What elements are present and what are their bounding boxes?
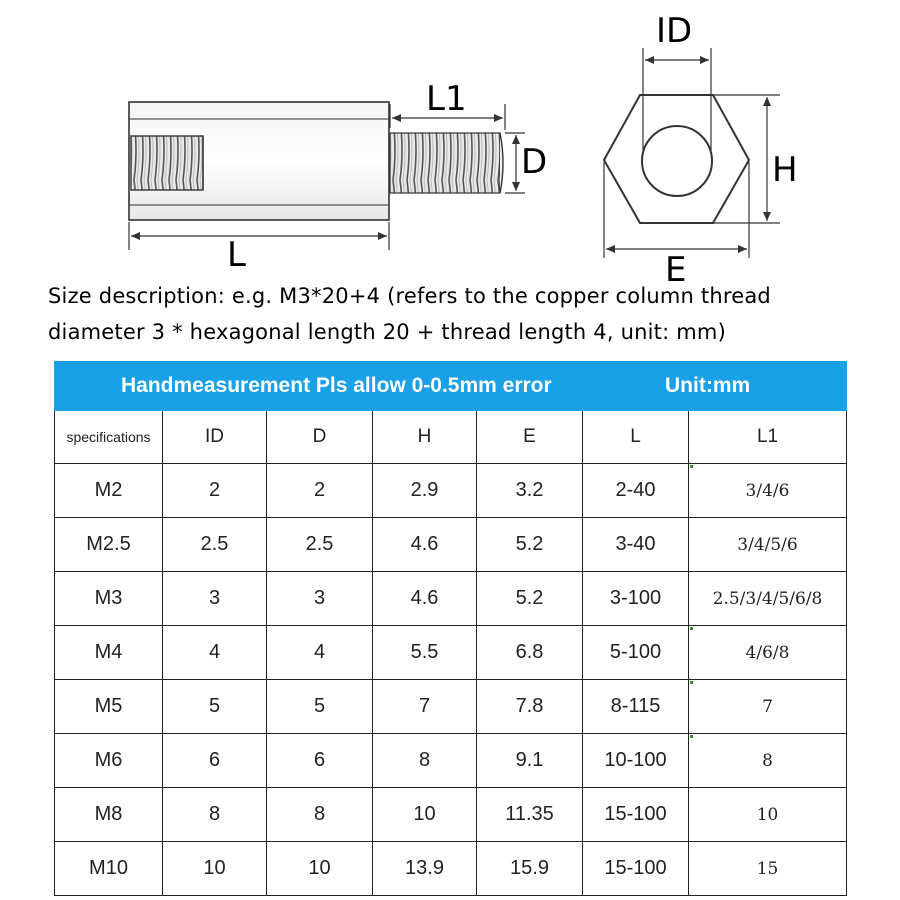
header-l1: L1	[689, 411, 847, 464]
cell-marker	[690, 465, 693, 468]
cell-l: 15-100	[583, 788, 689, 842]
cell-id: 5	[163, 680, 267, 734]
cell-marker	[690, 735, 693, 738]
table-row	[55, 626, 847, 680]
header-id: ID	[163, 411, 267, 464]
cell-id: 8	[163, 788, 267, 842]
cell-h: 8	[373, 734, 477, 788]
cell-l: 10-100	[583, 734, 689, 788]
cell-l: 8-115	[583, 680, 689, 734]
table-banner	[55, 362, 847, 411]
cell-e: 7.8	[477, 680, 583, 734]
cell-h: 5.5	[373, 626, 477, 680]
cell-e: 9.1	[477, 734, 583, 788]
cell-e: 5.2	[477, 572, 583, 626]
cell-l: 15-100	[583, 842, 689, 896]
cell-id: 4	[163, 626, 267, 680]
cell-e: 3.2	[477, 464, 583, 518]
header-h: H	[373, 411, 477, 464]
dimension-label-l1: L1	[426, 79, 467, 119]
dimension-label-d: D	[521, 142, 548, 182]
table-header-row	[55, 411, 847, 464]
dimension-label-l: L	[227, 235, 246, 275]
cell-id: 10	[163, 842, 267, 896]
cell-marker	[690, 681, 693, 684]
cell-d: 5	[267, 680, 373, 734]
cell-l1-value: 3/4/6	[745, 480, 790, 501]
cell-spec: M6	[55, 734, 163, 788]
cell-spec: M2.5	[55, 518, 163, 572]
size-description-line2: diameter 3 * hexagonal length 20 + thread length 4, unit: mm)	[48, 320, 726, 344]
cell-d: 4	[267, 626, 373, 680]
hex-end-view	[0, 0, 900, 290]
dimension-label-h: H	[772, 150, 798, 190]
cell-h: 4.6	[373, 572, 477, 626]
cell-l: 3-100	[583, 572, 689, 626]
technical-drawings	[0, 0, 900, 290]
cell-d: 2	[267, 464, 373, 518]
cell-l: 5-100	[583, 626, 689, 680]
cell-d: 10	[267, 842, 373, 896]
cell-l1-value: 3/4/5/6	[737, 534, 798, 555]
cell-id: 6	[163, 734, 267, 788]
cell-e: 6.8	[477, 626, 583, 680]
cell-e: 11.35	[477, 788, 583, 842]
cell-l: 2-40	[583, 464, 689, 518]
cell-d: 8	[267, 788, 373, 842]
cell-l1-value: 15	[756, 858, 779, 879]
specification-table	[54, 361, 847, 896]
cell-l1	[689, 626, 847, 680]
table-row	[55, 788, 847, 842]
cell-h: 10	[373, 788, 477, 842]
cell-l1	[689, 734, 847, 788]
table-row	[55, 680, 847, 734]
cell-l1-value: 2.5/3/4/5/6/8	[712, 588, 823, 609]
cell-l1	[689, 788, 847, 842]
size-description-line1: Size description: e.g. M3*20+4 (refers to the copper column thread	[48, 284, 771, 308]
table-row	[55, 518, 847, 572]
cell-l1	[689, 464, 847, 518]
header-d: D	[267, 411, 373, 464]
header-e: E	[477, 411, 583, 464]
cell-id: 3	[163, 572, 267, 626]
cell-spec: M8	[55, 788, 163, 842]
cell-l1-value: 8	[762, 750, 773, 771]
cell-l: 3-40	[583, 518, 689, 572]
cell-spec: M5	[55, 680, 163, 734]
cell-spec: M2	[55, 464, 163, 518]
dimension-label-e: E	[665, 250, 687, 290]
cell-e: 15.9	[477, 842, 583, 896]
cell-l1-value: 4/6/8	[745, 642, 790, 663]
cell-d: 2.5	[267, 518, 373, 572]
banner-unit: Unit:mm	[665, 374, 751, 397]
cell-l1	[689, 680, 847, 734]
header-l: L	[583, 411, 689, 464]
cell-spec: M4	[55, 626, 163, 680]
cell-l1-value: 10	[756, 804, 779, 825]
dimension-label-id: ID	[656, 11, 693, 51]
cell-id: 2	[163, 464, 267, 518]
cell-spec: M10	[55, 842, 163, 896]
table-row	[55, 464, 847, 518]
cell-e: 5.2	[477, 518, 583, 572]
cell-spec: M3	[55, 572, 163, 626]
cell-l1	[689, 572, 847, 626]
cell-l1-value: 7	[762, 696, 773, 717]
table-row	[55, 572, 847, 626]
cell-h: 2.9	[373, 464, 477, 518]
cell-l1	[689, 842, 847, 896]
cell-h: 13.9	[373, 842, 477, 896]
cell-h: 7	[373, 680, 477, 734]
cell-d: 3	[267, 572, 373, 626]
table-row	[55, 842, 847, 896]
cell-id: 2.5	[163, 518, 267, 572]
cell-h: 4.6	[373, 518, 477, 572]
cell-l1	[689, 518, 847, 572]
table-row	[55, 734, 847, 788]
cell-d: 6	[267, 734, 373, 788]
banner-title: Handmeasurement Pls allow 0-0.5mm error	[121, 374, 552, 397]
header-specifications: specifications	[55, 411, 163, 464]
cell-marker	[690, 627, 693, 630]
